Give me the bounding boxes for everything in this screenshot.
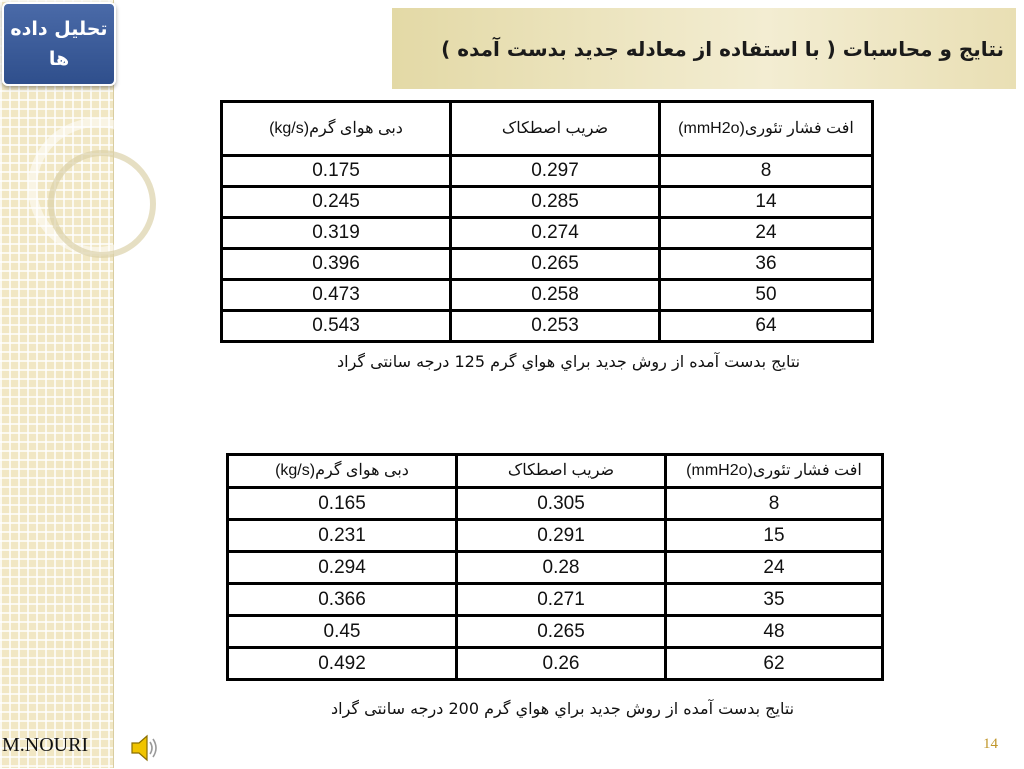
cell-flow-rate: 0.231 bbox=[228, 520, 457, 552]
table-row bbox=[222, 280, 873, 311]
cell-flow-rate: 0.492 bbox=[228, 648, 457, 680]
cell-pressure-drop: 36 bbox=[660, 249, 873, 280]
cell-flow-rate: 0.366 bbox=[228, 584, 457, 616]
decorative-sidebar bbox=[0, 0, 114, 768]
cell-friction-coefficient: 0.274 bbox=[451, 218, 660, 249]
cell-flow-rate: 0.294 bbox=[228, 552, 457, 584]
cell-friction-coefficient: 0.28 bbox=[457, 552, 666, 584]
cell-flow-rate: 0.175 bbox=[222, 156, 451, 187]
decorative-ring-inner bbox=[48, 150, 156, 258]
nav-badge-label: تحلیل داده ها bbox=[10, 18, 108, 70]
table-row bbox=[228, 648, 883, 680]
table-row bbox=[222, 218, 873, 249]
table-row bbox=[228, 584, 883, 616]
cell-pressure-drop: 8 bbox=[660, 156, 873, 187]
author-name: M.NOURI bbox=[2, 734, 89, 756]
header-friction-coefficient: ضریب اصطکاک bbox=[457, 455, 666, 488]
cell-flow-rate: 0.543 bbox=[222, 311, 451, 342]
header-pressure-drop: افت فشار تئوری(mmH2o) bbox=[666, 455, 883, 488]
cell-pressure-drop: 64 bbox=[660, 311, 873, 342]
cell-friction-coefficient: 0.271 bbox=[457, 584, 666, 616]
cell-flow-rate: 0.245 bbox=[222, 187, 451, 218]
cell-flow-rate: 0.396 bbox=[222, 249, 451, 280]
nav-badge-data-analysis[interactable] bbox=[2, 2, 116, 86]
cell-friction-coefficient: 0.297 bbox=[451, 156, 660, 187]
cell-pressure-drop: 15 bbox=[666, 520, 883, 552]
table-row bbox=[222, 249, 873, 280]
results-table-200c bbox=[226, 453, 884, 681]
table-row bbox=[228, 520, 883, 552]
header-flow-rate: دبی هوای گرم(kg/s) bbox=[222, 102, 451, 156]
page-number: 14 bbox=[983, 736, 998, 752]
table-header-row bbox=[222, 102, 873, 156]
header-pressure-drop: افت فشار تئوری(mmH2o) bbox=[660, 102, 873, 156]
speaker-icon[interactable] bbox=[128, 731, 162, 765]
cell-friction-coefficient: 0.265 bbox=[457, 616, 666, 648]
cell-flow-rate: 0.45 bbox=[228, 616, 457, 648]
table-row bbox=[222, 156, 873, 187]
cell-pressure-drop: 50 bbox=[660, 280, 873, 311]
table-header-row bbox=[228, 455, 883, 488]
cell-flow-rate: 0.473 bbox=[222, 280, 451, 311]
cell-friction-coefficient: 0.305 bbox=[457, 488, 666, 520]
cell-pressure-drop: 14 bbox=[660, 187, 873, 218]
title-banner bbox=[392, 8, 1016, 89]
table-caption-125c: نتايج بدست آمده از روش جديد براي هواي گرم 125 درجه سانتی گراد bbox=[337, 352, 801, 371]
cell-friction-coefficient: 0.285 bbox=[451, 187, 660, 218]
table-row bbox=[222, 187, 873, 218]
cell-pressure-drop: 24 bbox=[660, 218, 873, 249]
slide-title: نتايج و محاسبات ( با استفاده از معادله جديد بدست آمده ) bbox=[441, 36, 1004, 61]
table-row bbox=[222, 311, 873, 342]
table-row bbox=[228, 488, 883, 520]
cell-friction-coefficient: 0.253 bbox=[451, 311, 660, 342]
table-row bbox=[228, 616, 883, 648]
table-row bbox=[228, 552, 883, 584]
cell-friction-coefficient: 0.291 bbox=[457, 520, 666, 552]
cell-pressure-drop: 35 bbox=[666, 584, 883, 616]
cell-flow-rate: 0.165 bbox=[228, 488, 457, 520]
cell-pressure-drop: 8 bbox=[666, 488, 883, 520]
header-friction-coefficient: ضریب اصطکاک bbox=[451, 102, 660, 156]
cell-flow-rate: 0.319 bbox=[222, 218, 451, 249]
header-flow-rate: دبی هوای گرم(kg/s) bbox=[228, 455, 457, 488]
cell-pressure-drop: 62 bbox=[666, 648, 883, 680]
cell-pressure-drop: 48 bbox=[666, 616, 883, 648]
cell-pressure-drop: 24 bbox=[666, 552, 883, 584]
cell-friction-coefficient: 0.26 bbox=[457, 648, 666, 680]
cell-friction-coefficient: 0.265 bbox=[451, 249, 660, 280]
results-table-125c bbox=[220, 100, 874, 343]
table-caption-200c: نتايج بدست آمده از روش جديد براي هواي گرم 200 درجه سانتی گراد bbox=[331, 699, 795, 718]
cell-friction-coefficient: 0.258 bbox=[451, 280, 660, 311]
